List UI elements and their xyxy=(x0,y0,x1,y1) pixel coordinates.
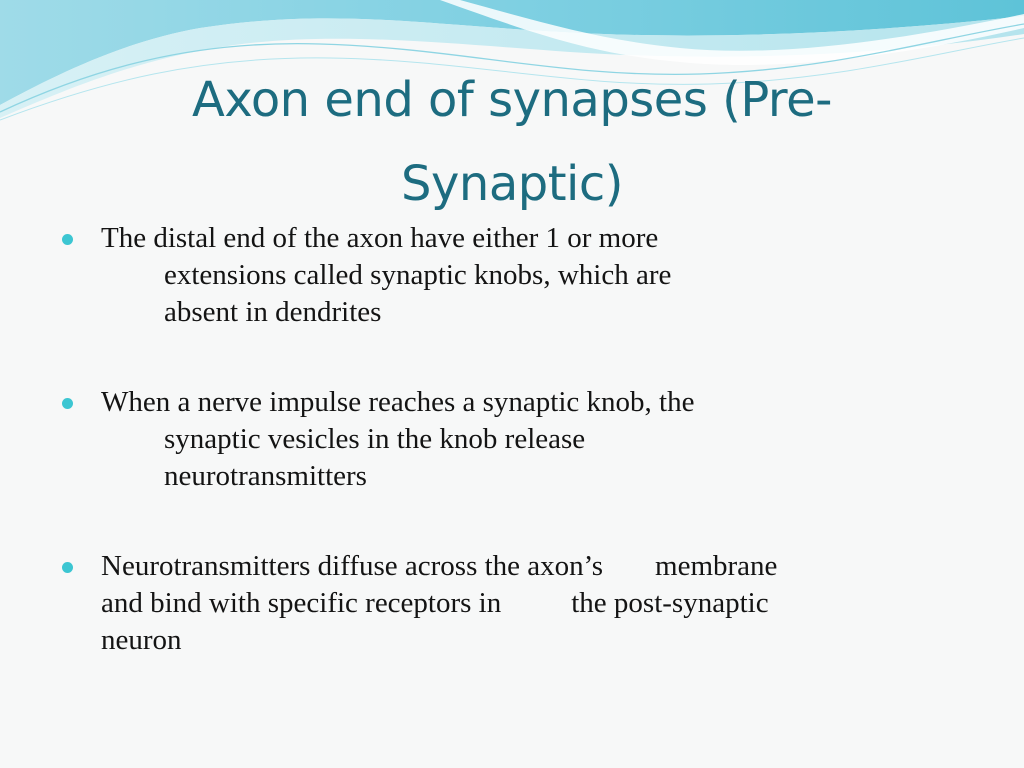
bullet-text xyxy=(101,220,961,331)
slide-title-line-2: Synaptic) xyxy=(401,156,623,212)
bullet-dot-icon xyxy=(62,234,73,245)
bullet-line: When a nerve impulse reaches a synaptic knob, the xyxy=(101,386,695,418)
bullet-dot-icon xyxy=(62,562,73,573)
bullet-dot-icon xyxy=(62,398,73,409)
bullet-line xyxy=(101,585,961,622)
bullet-line: neurotransmitters xyxy=(164,460,367,492)
bullet-line: synaptic vesicles in the knob release xyxy=(164,423,586,455)
bullet-line: neuron xyxy=(101,624,182,656)
slide-title-line-1: Axon end of synapses (Pre- xyxy=(192,72,832,128)
bullet-text xyxy=(101,548,961,659)
bullet-line: The distal end of the axon have either 1 or more xyxy=(101,222,659,254)
bullet-phrase: membrane xyxy=(655,550,778,582)
bullet-text xyxy=(101,384,961,495)
bullet-line xyxy=(101,548,961,585)
bullet-line: extensions called synaptic knobs, which are xyxy=(164,259,672,291)
bullet-line: absent in dendrites xyxy=(164,296,382,328)
bullet-phrase: the post-synaptic xyxy=(571,587,769,619)
bullet-phrase: Neurotransmitters diffuse across the axon’s xyxy=(101,550,604,582)
bullet-phrase: and bind with specific receptors in xyxy=(101,587,502,619)
